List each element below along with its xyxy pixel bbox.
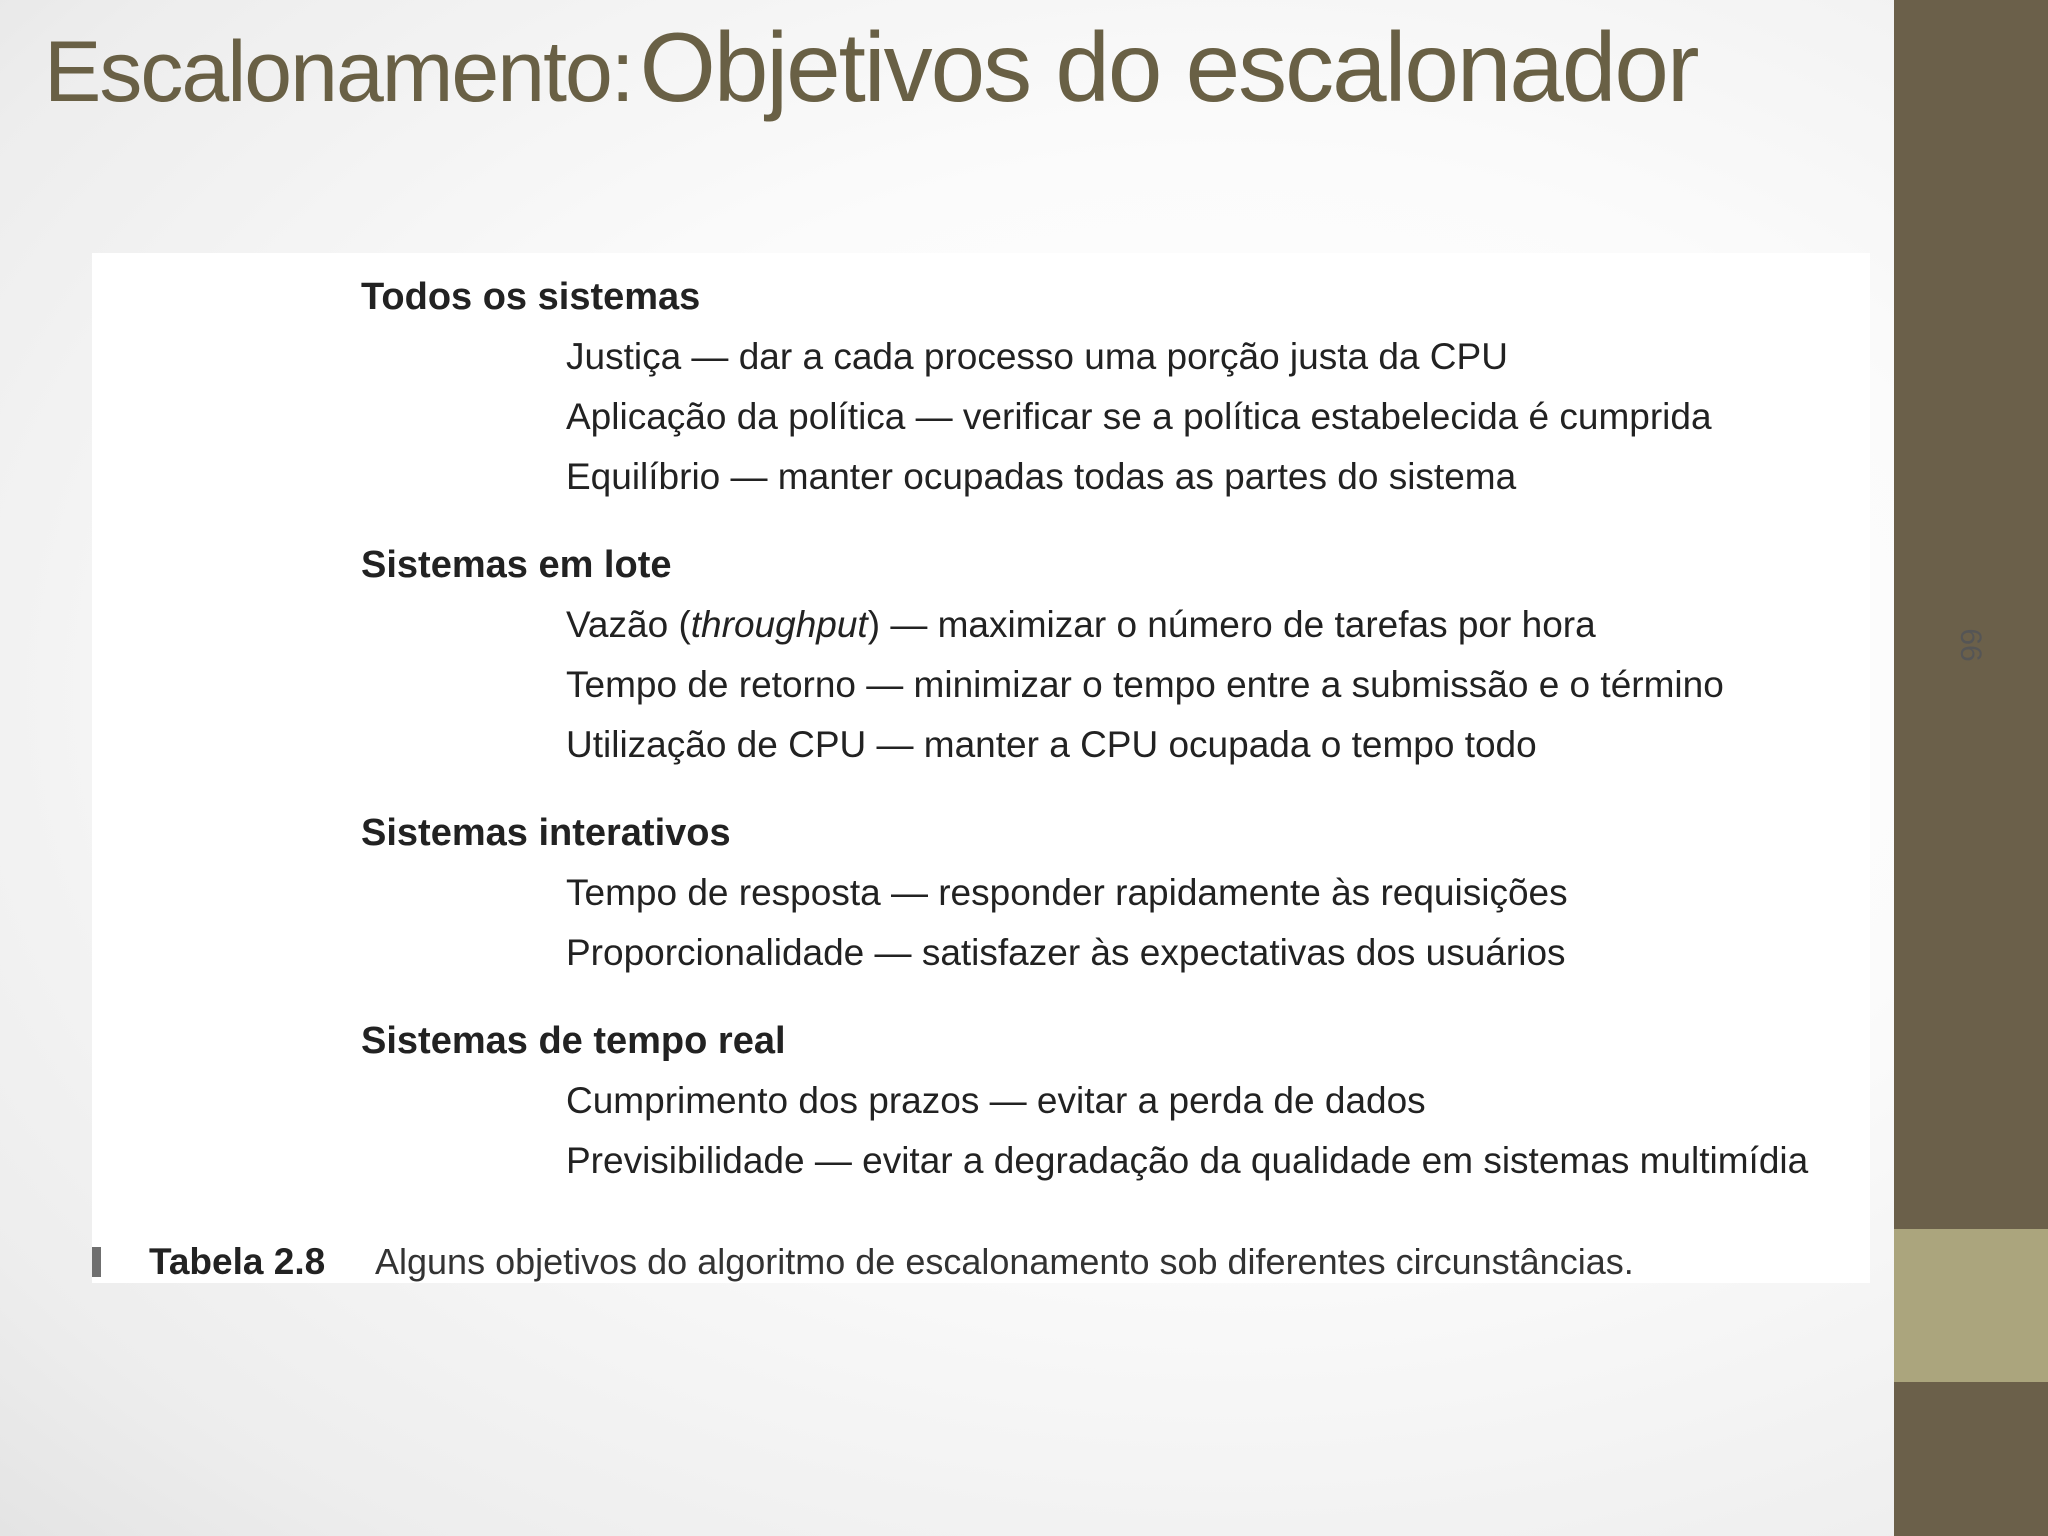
objective-item: Equilíbrio — manter ocupadas todas as partes do sistema — [566, 456, 1517, 497]
objective-item: Proporcionalidade — satisfazer às expectativas dos usuários — [566, 932, 1566, 973]
caption-marker — [92, 1247, 101, 1277]
section-heading: Sistemas interativos — [361, 812, 731, 854]
objectives-table — [361, 267, 1881, 1219]
section-sistemas-de-tempo-real — [361, 1011, 1881, 1191]
slide-title-main: Objetivos do escalonador — [639, 12, 1698, 122]
section-sistemas-em-lote — [361, 535, 1881, 775]
objective-item: Aplicação da política — verificar se a política estabelecida é cumprida — [566, 396, 1712, 437]
slide-number: 66 — [1954, 628, 1987, 662]
slide-title — [44, 12, 1698, 122]
section-sistemas-interativos — [361, 803, 1881, 983]
table-caption — [92, 1237, 1852, 1287]
objective-item: Previsibilidade — evitar a degradação da qualidade em sistemas multimídia — [566, 1140, 1809, 1181]
objective-item: Justiça — dar a cada processo uma porção justa da CPU — [566, 336, 1508, 377]
objective-item: Utilização de CPU — manter a CPU ocupada o tempo todo — [566, 724, 1537, 765]
sidebar-accent-block — [1894, 1229, 2048, 1382]
section-todos-os-sistemas — [361, 267, 1881, 507]
section-heading: Sistemas em lote — [361, 544, 672, 586]
objective-item: Vazão (throughput) — maximizar o número de tarefas por hora — [566, 604, 1596, 645]
objective-item: Cumprimento dos prazos — evitar a perda de dados — [566, 1080, 1426, 1121]
objective-item: Tempo de retorno — minimizar o tempo entre a submissão e o término — [566, 664, 1724, 705]
section-heading: Todos os sistemas — [361, 276, 701, 318]
caption-text: Alguns objetivos do algoritmo de escalonamento sob diferentes circunstâncias. — [375, 1241, 1634, 1282]
caption-label: Tabela 2.8 — [149, 1241, 326, 1282]
section-heading: Sistemas de tempo real — [361, 1020, 786, 1062]
objective-item: Tempo de resposta — responder rapidamente às requisições — [566, 872, 1568, 913]
slide-title-prefix: Escalonamento: — [44, 24, 633, 120]
